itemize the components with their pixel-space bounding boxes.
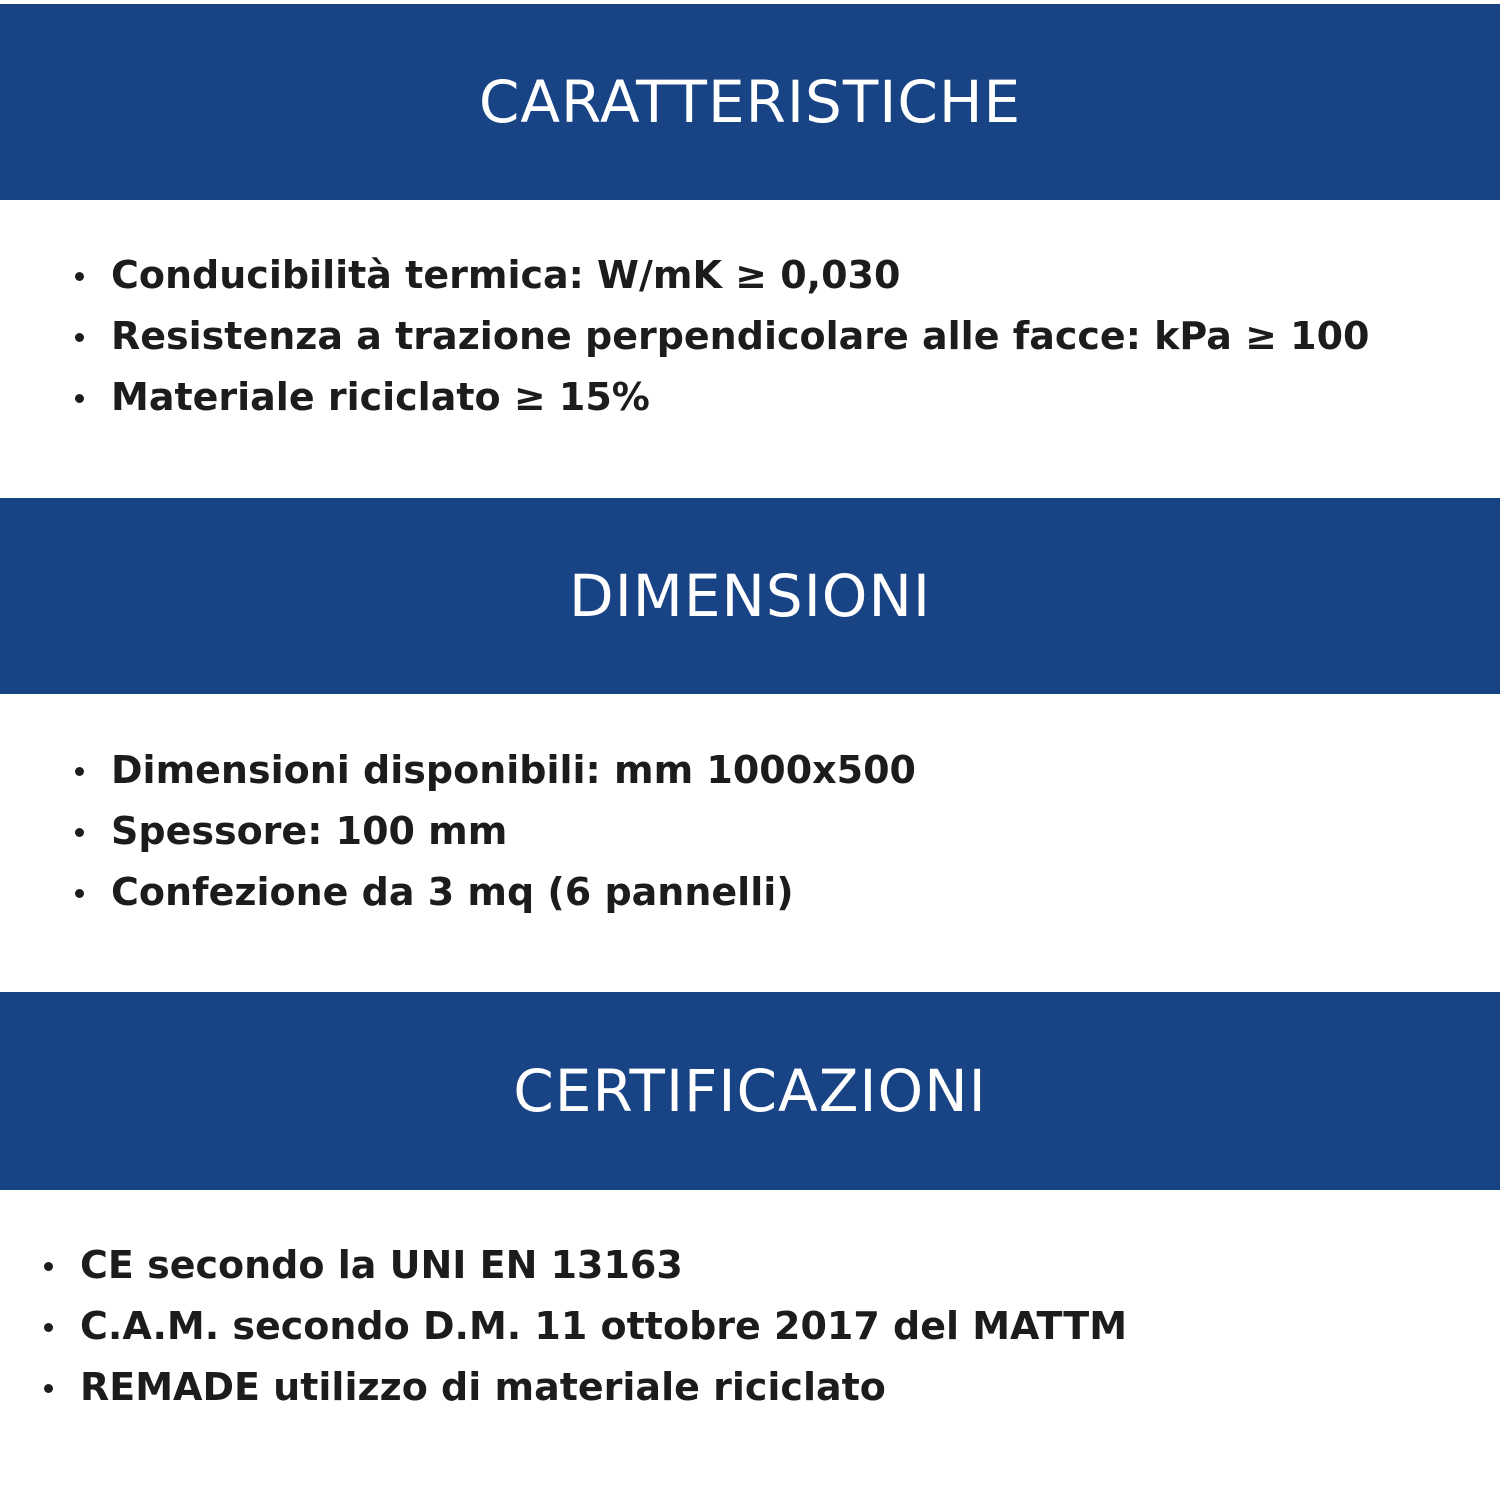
section-header-dimensioni — [0, 498, 1500, 694]
dimensioni-list — [111, 740, 916, 923]
list-item: CE secondo la UNI EN 13163 — [80, 1235, 1127, 1296]
list-item: Confezione da 3 mq (6 pannelli) — [111, 862, 916, 923]
section-title: CARATTERISTICHE — [478, 68, 1022, 136]
list-item: C.A.M. secondo D.M. 11 ottobre 2017 del MATTM — [80, 1296, 1127, 1357]
section-header-certificazioni — [0, 992, 1500, 1190]
section-header-caratteristiche — [0, 4, 1500, 200]
list-item: Spessore: 100 mm — [111, 801, 916, 862]
certificazioni-list — [80, 1235, 1127, 1418]
list-item: Conducibilità termica: W/mK ≥ 0,030 — [111, 245, 1370, 306]
list-item: REMADE utilizzo di materiale riciclato — [80, 1357, 1127, 1418]
section-title: CERTIFICAZIONI — [513, 1057, 987, 1125]
caratteristiche-list — [111, 245, 1370, 428]
list-item: Materiale riciclato ≥ 15% — [111, 367, 1370, 428]
list-item: Dimensioni disponibili: mm 1000x500 — [111, 740, 916, 801]
section-title: DIMENSIONI — [569, 562, 931, 630]
list-item: Resistenza a trazione perpendicolare alle facce: kPa ≥ 100 — [111, 306, 1370, 367]
